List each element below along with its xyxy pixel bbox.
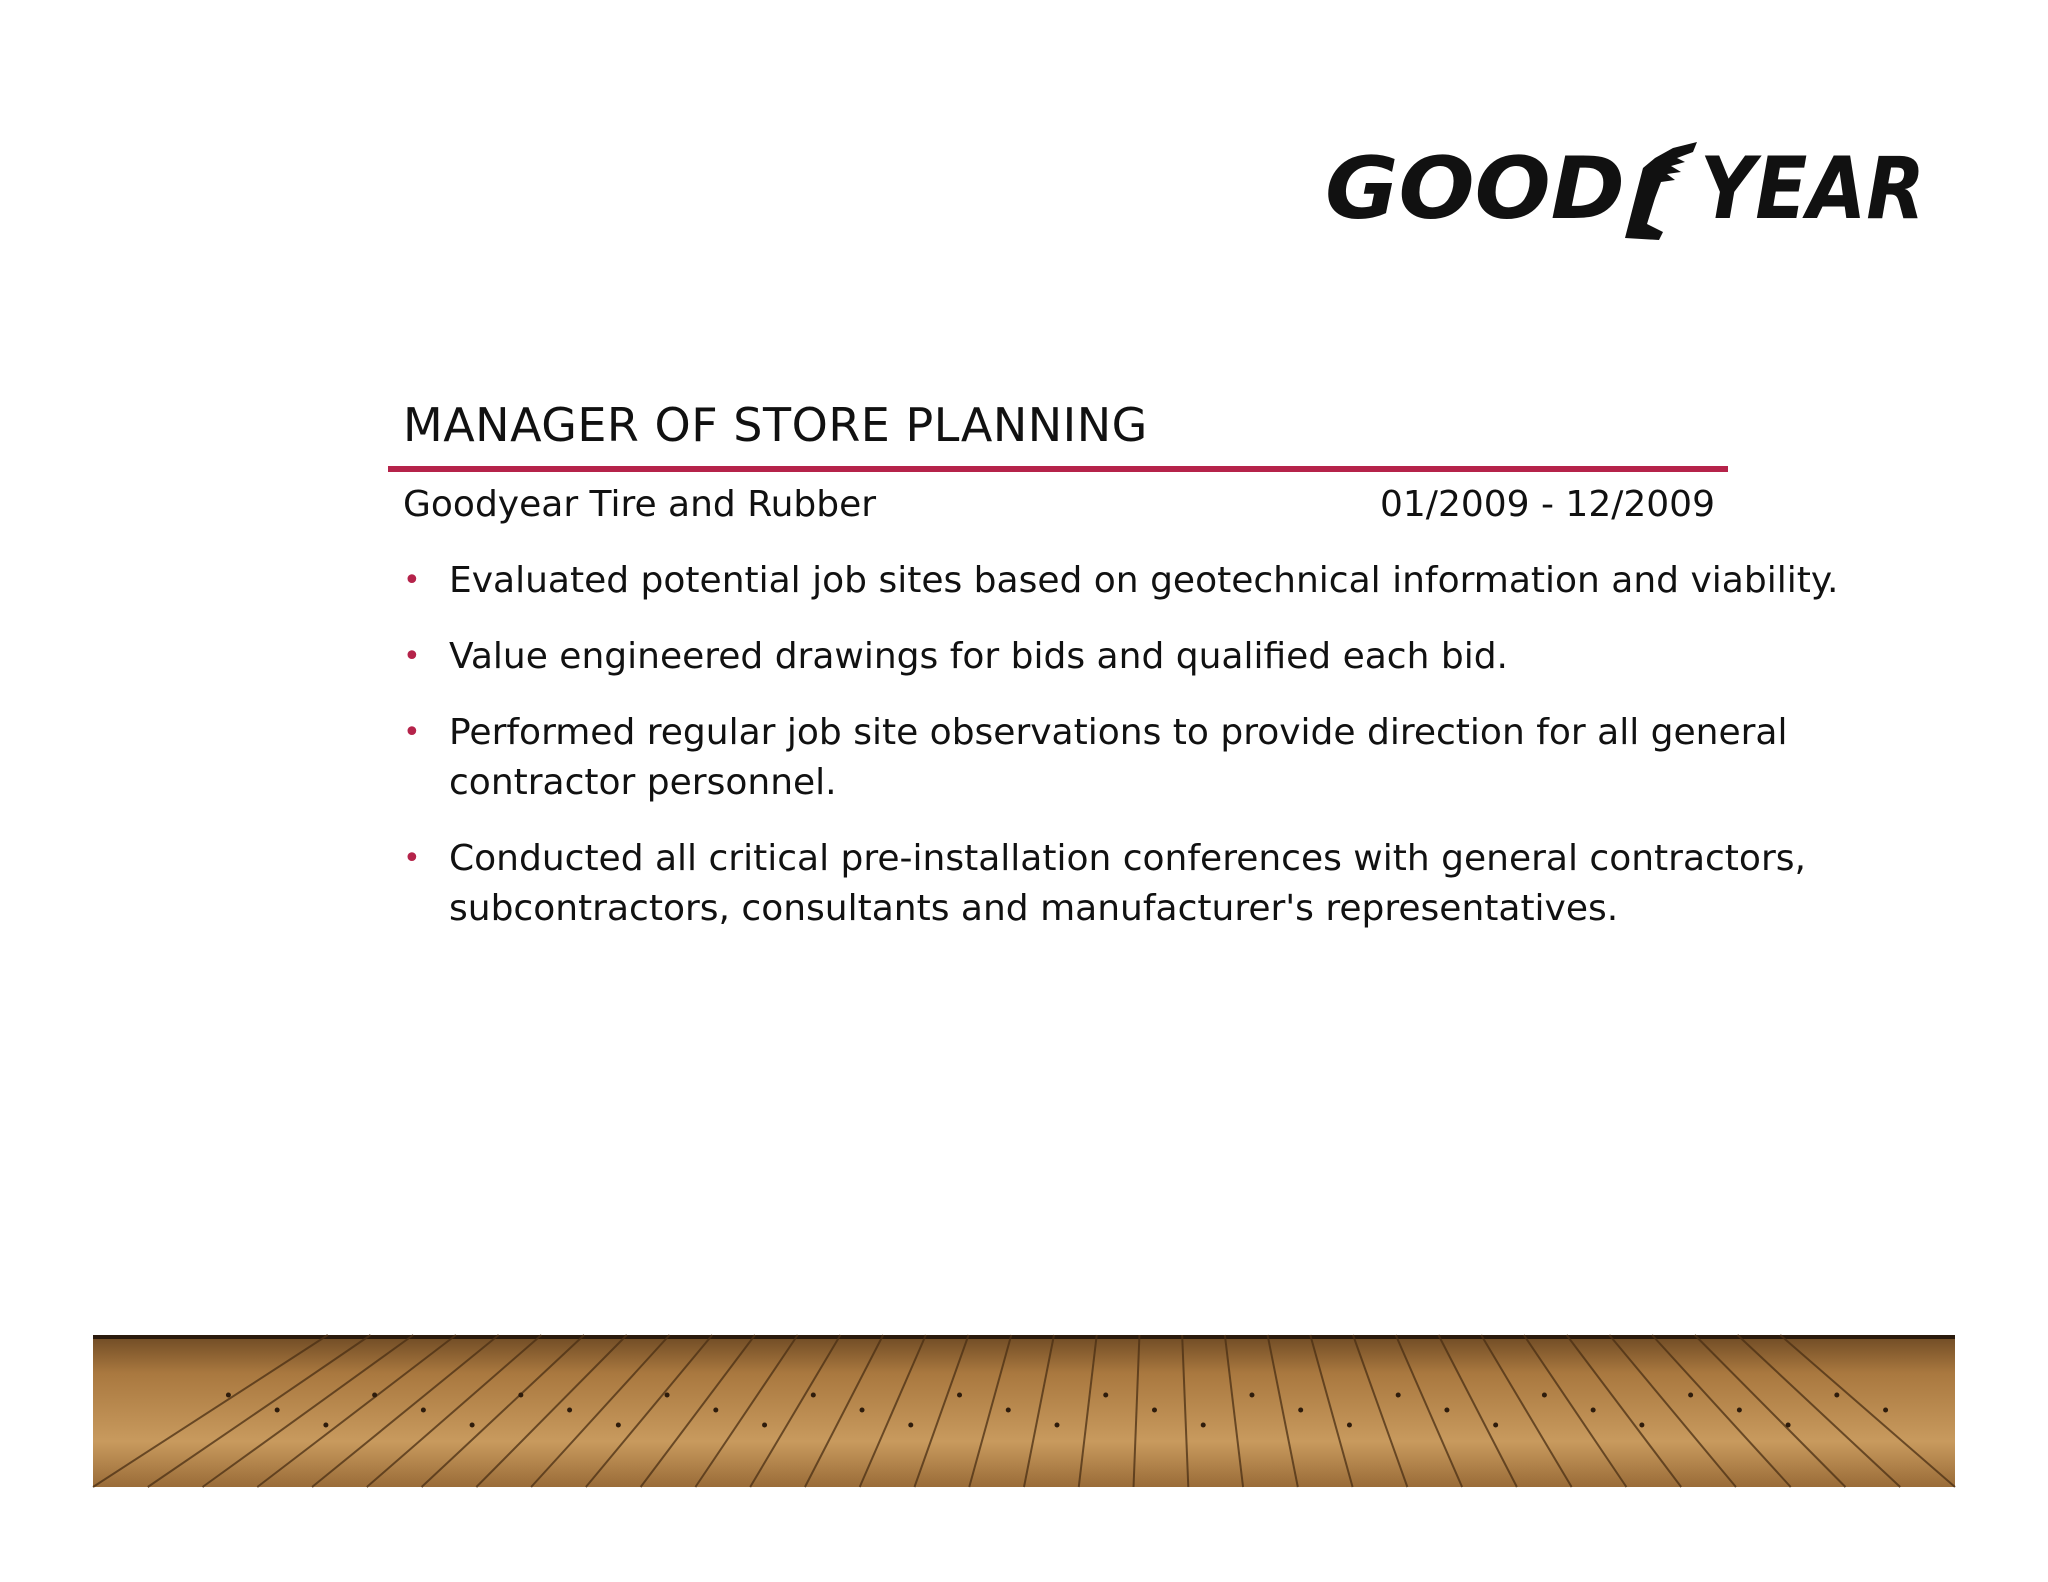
responsibility-list	[403, 556, 1923, 960]
floor-nail	[226, 1393, 231, 1398]
floor-nail	[665, 1393, 670, 1398]
bullet-icon: •	[403, 841, 421, 876]
list-item-text: Evaluated potential job sites based on geotechnical information and viability.	[449, 560, 1839, 601]
floor-nail	[1688, 1393, 1693, 1398]
floor-nail	[1298, 1408, 1303, 1413]
list-item-text: Value engineered drawings for bids and qualified each bid.	[449, 636, 1508, 677]
wood-floor-image	[93, 1335, 1955, 1487]
list-item-text: Conducted all critical pre-installation conferences with general contractors, subcontractors, consultants and manufacturer's representatives.	[449, 838, 1806, 929]
bullet-icon: •	[403, 715, 421, 750]
bullet-icon: •	[403, 563, 421, 598]
list-item	[403, 632, 1923, 682]
floor-nail	[518, 1393, 523, 1398]
job-title: MANAGER OF STORE PLANNING	[403, 398, 1148, 452]
floor-nail	[1347, 1423, 1352, 1428]
floor-nail	[1786, 1423, 1791, 1428]
winged-foot-icon	[1625, 142, 1697, 240]
floor-nail	[323, 1423, 328, 1428]
floor-nail	[1249, 1393, 1254, 1398]
floor-nail	[957, 1393, 962, 1398]
floor-nail	[1006, 1408, 1011, 1413]
floor-nail	[1396, 1393, 1401, 1398]
floor-nail	[470, 1423, 475, 1428]
floor-nail	[1201, 1423, 1206, 1428]
floor-nail	[1737, 1408, 1742, 1413]
title-divider	[388, 466, 1728, 472]
floor-nail	[1444, 1408, 1449, 1413]
bullet-icon: •	[403, 639, 421, 674]
list-item	[403, 556, 1923, 606]
company-name: Goodyear Tire and Rubber	[403, 484, 877, 525]
floor-nail	[1542, 1393, 1547, 1398]
floor-nail	[908, 1423, 913, 1428]
svg-text:GOOD: GOOD	[1325, 139, 1625, 239]
goodyear-logo	[1325, 128, 1925, 248]
floor-nail	[811, 1393, 816, 1398]
floor-nail	[1639, 1423, 1644, 1428]
list-item-text: Performed regular job site observations to provide direction for all general contractor personnel.	[449, 712, 1788, 803]
employment-dates: 01/2009 - 12/2009	[1380, 484, 1715, 525]
floor-nail	[1103, 1393, 1108, 1398]
floor-nail	[1591, 1408, 1596, 1413]
svg-text:YEAR: YEAR	[1700, 139, 1925, 239]
floor-nail	[616, 1423, 621, 1428]
floor-nail	[860, 1408, 865, 1413]
list-item	[403, 834, 1923, 934]
floor-nail	[421, 1408, 426, 1413]
floor-nail	[1834, 1393, 1839, 1398]
floor-nail	[1152, 1408, 1157, 1413]
list-item	[403, 708, 1923, 808]
floor-nail	[567, 1408, 572, 1413]
floor-nail	[275, 1408, 280, 1413]
floor-nail	[1055, 1423, 1060, 1428]
floor-nail	[762, 1423, 767, 1428]
floor-nail	[372, 1393, 377, 1398]
floor-nail	[1493, 1423, 1498, 1428]
floor-nail	[1883, 1408, 1888, 1413]
floor-nail	[713, 1408, 718, 1413]
